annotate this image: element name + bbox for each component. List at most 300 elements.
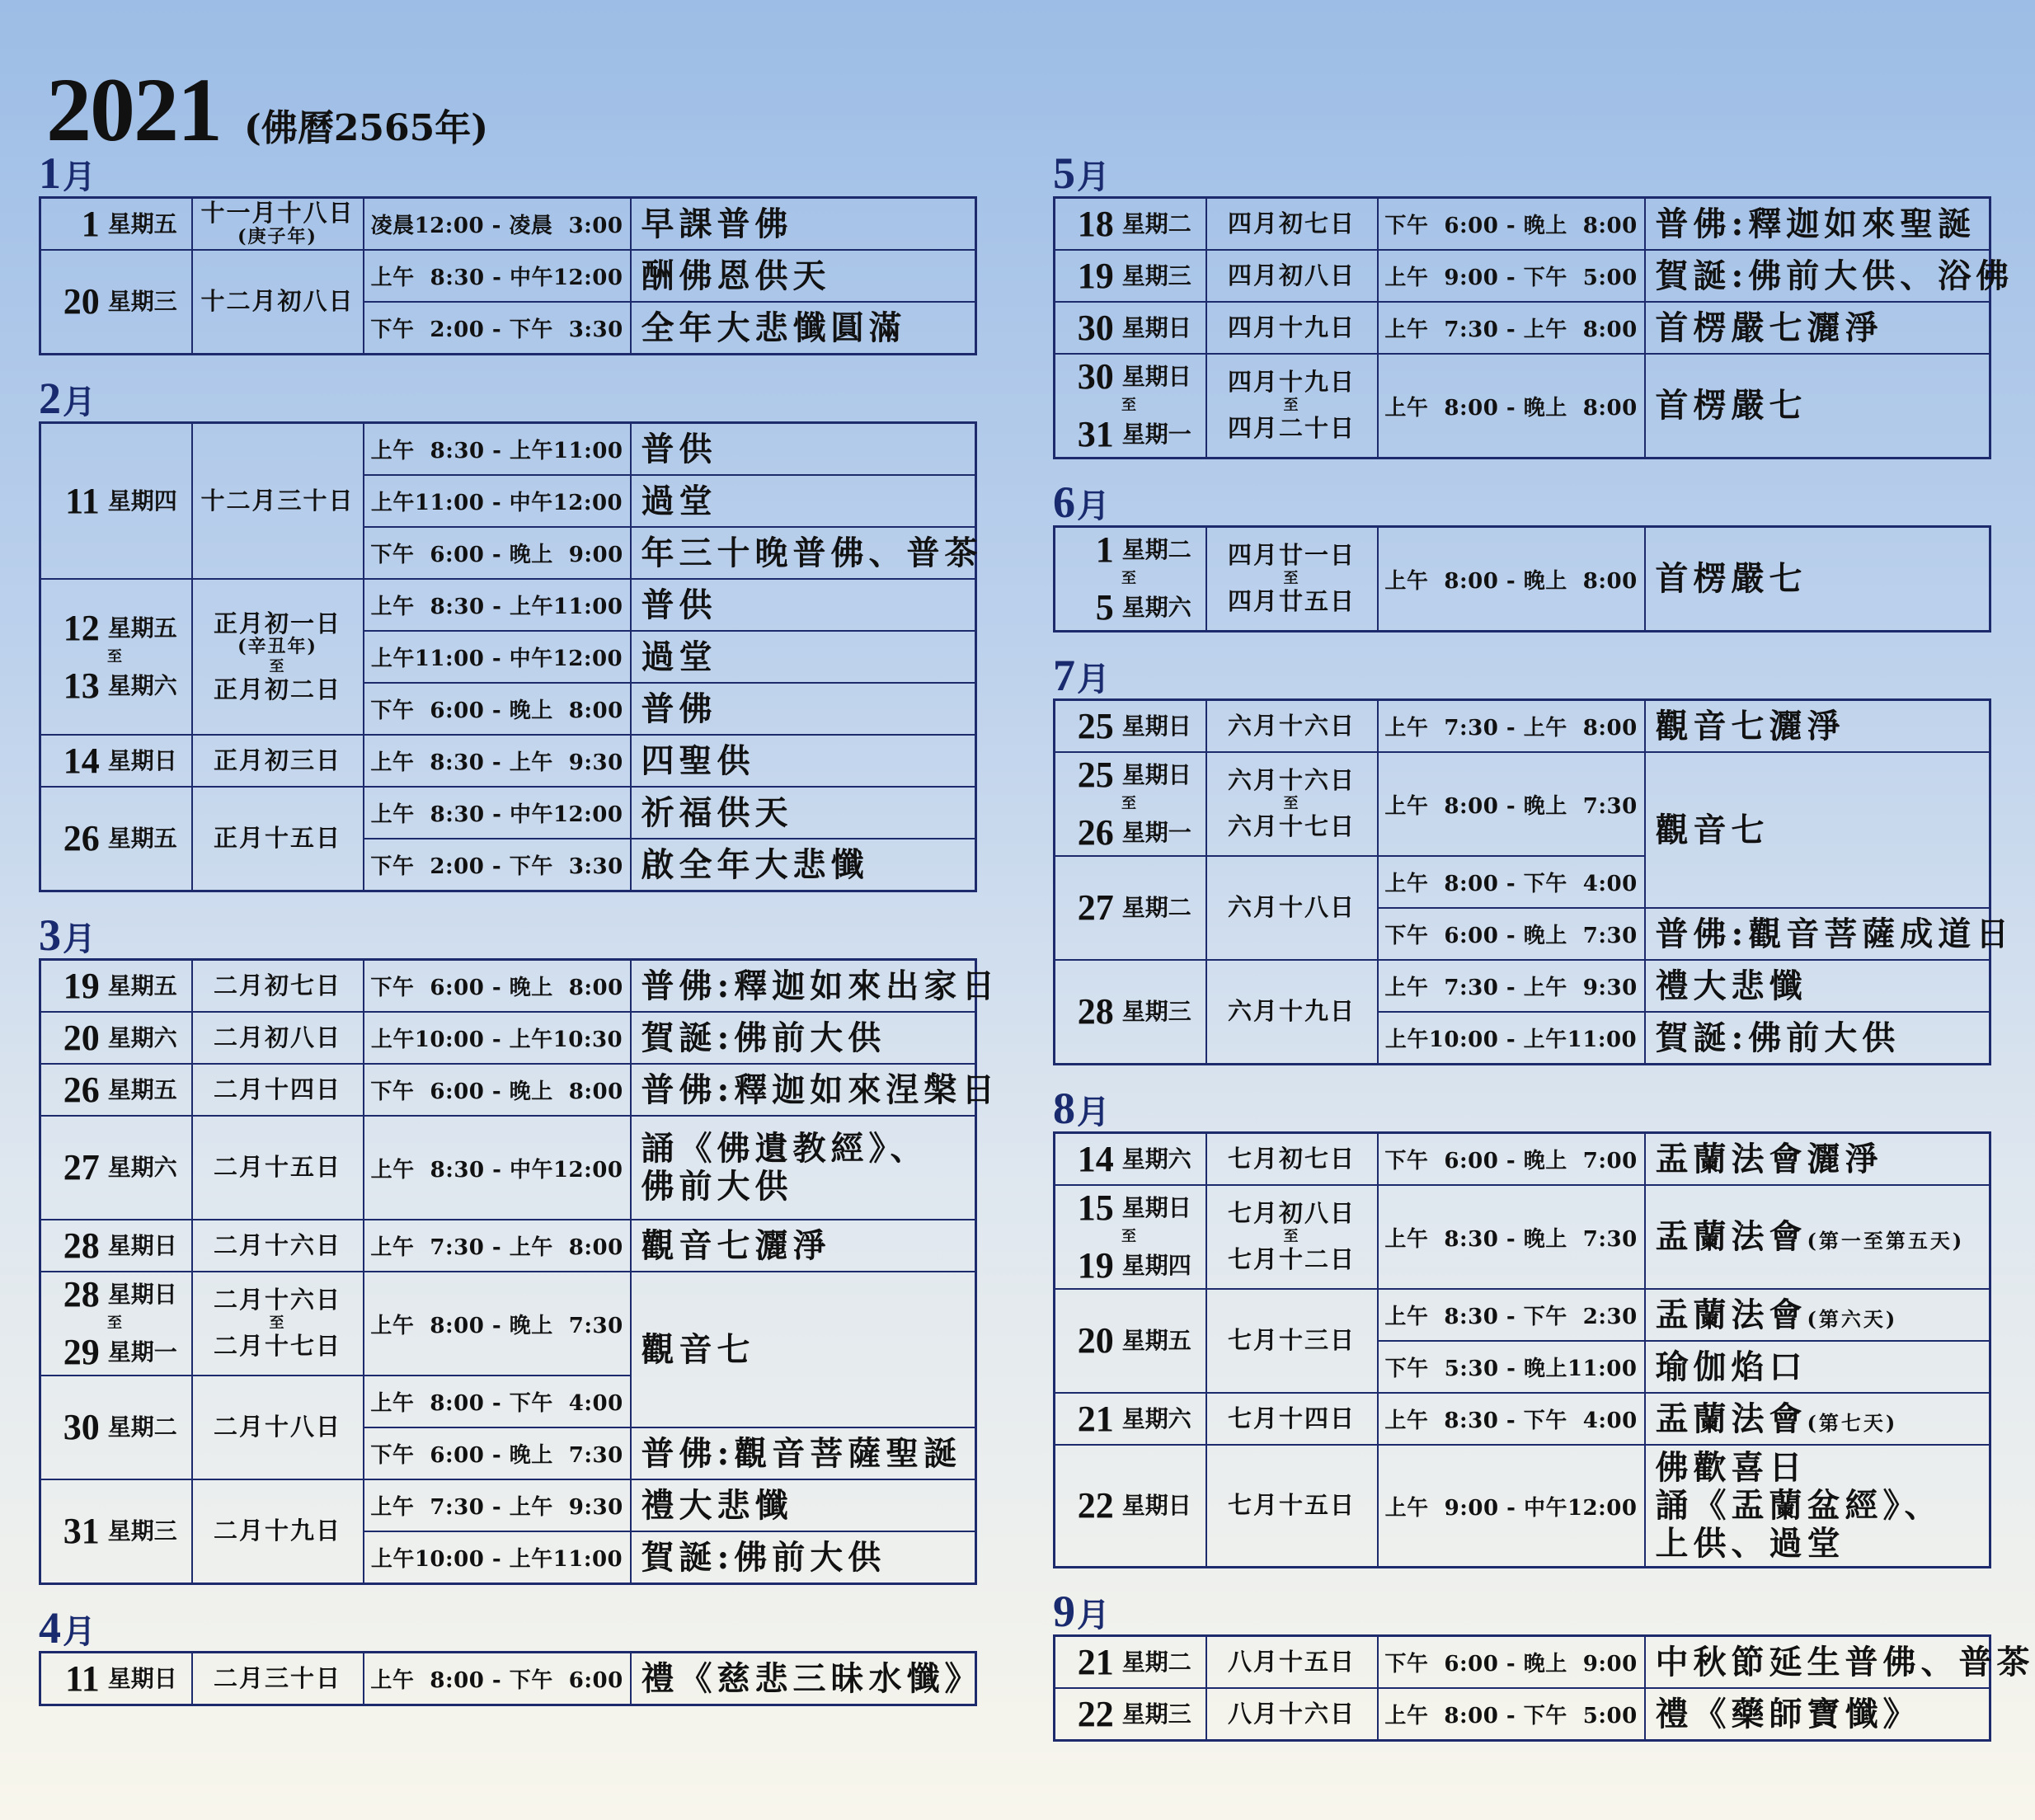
weekday: 星期日: [107, 1281, 177, 1308]
event-cell: [1645, 1185, 1990, 1289]
weekday: 星期五: [107, 614, 177, 642]
weekday: 星期日: [1121, 363, 1191, 390]
month-section: [39, 910, 1000, 1585]
weekday: 星期六: [1121, 594, 1191, 621]
event-cell: [1645, 198, 1990, 251]
month-unit: 月: [63, 920, 96, 957]
month-unit: 月: [63, 383, 96, 421]
lunar-line: 二月十七日: [213, 1332, 341, 1360]
event-text: 酬佛恩供天: [641, 256, 831, 295]
range-connector: 至: [107, 1314, 122, 1332]
schedule-table: [39, 958, 1000, 1585]
day-number: 5: [1095, 587, 1114, 628]
lunar-line: 二月三十日: [213, 1663, 341, 1692]
lunar-date-cell: [192, 250, 364, 355]
month-number: 4: [39, 1603, 61, 1653]
day-cell: [1055, 1133, 1206, 1186]
event-cell: [631, 1653, 983, 1705]
weekday: 星期二: [107, 1413, 177, 1441]
lunar-date-cell: [192, 1220, 364, 1272]
time-cell: 上午 7:30 - 上午 9:30: [1378, 960, 1645, 1012]
month-label: [39, 148, 979, 196]
lunar-date-cell: [1206, 1133, 1378, 1186]
event-note: (第七天): [1807, 1410, 1898, 1435]
range-connector: 至: [1121, 570, 1136, 587]
day-line: [1055, 587, 1205, 628]
schedule-row: [1055, 752, 1990, 856]
day-line: [1055, 705, 1205, 746]
lunar-date-cell: [1206, 250, 1378, 302]
day-line: [41, 1147, 191, 1187]
day-line: [1055, 416, 1205, 453]
day-line: [1055, 356, 1205, 397]
weekday: 星期五: [107, 971, 177, 999]
event-text: 早課普佛: [641, 204, 793, 243]
schedule-row: [1055, 960, 1990, 1012]
day-cell: [1055, 354, 1206, 459]
event-text: 普佛:釋迦如來出家日: [641, 966, 1000, 1005]
weekday: 星期五: [1121, 1327, 1191, 1354]
lunar-date-cell: [1206, 1185, 1378, 1289]
lunar-date-cell: [1206, 354, 1378, 459]
lunar-line: 四月廿五日: [1227, 587, 1356, 615]
schedule-row: [1055, 198, 1990, 251]
day-line: [1055, 1398, 1205, 1439]
event-text: 年三十晚普佛、普茶: [641, 533, 983, 572]
month-unit: 月: [63, 1613, 96, 1650]
event-text: 祈福供天: [641, 792, 793, 832]
event-cell: [631, 1272, 976, 1427]
time-cell: 下午 6:00 - 晚上 7:00: [1378, 1133, 1645, 1186]
day-cell: [40, 1479, 192, 1584]
lunar-line: 七月十五日: [1227, 1491, 1356, 1520]
event-text: 普佛: [641, 689, 717, 728]
lunar-line: 八月十六日: [1227, 1699, 1356, 1728]
lunar-date-cell: [192, 423, 364, 580]
lunar-line: 六月十八日: [1227, 893, 1356, 922]
month-section: [1053, 148, 2014, 459]
month-number: 6: [1053, 477, 1075, 527]
day-number: 28: [63, 1225, 100, 1266]
lunar-line: 八月十五日: [1227, 1647, 1356, 1676]
month-label: [1053, 1587, 1993, 1634]
day-cell: [40, 579, 192, 735]
event-cell: [1645, 1445, 1990, 1568]
weekday: 星期六: [107, 1023, 177, 1051]
schedule-row: [1055, 250, 1990, 302]
time-cell: 上午 8:30 - 晚上 7:30: [1378, 1185, 1645, 1289]
time-cell: 上午 8:00 - 下午 4:00: [1378, 856, 1645, 908]
time-cell: 上午 8:00 - 下午 5:00: [1378, 1688, 1645, 1741]
day-cell: [1055, 752, 1206, 856]
lunar-line: 二月十五日: [213, 1153, 341, 1182]
event-cell: [631, 839, 976, 891]
day-line: [41, 1017, 191, 1058]
time-cell: 上午 8:30 - 下午 4:00: [1378, 1393, 1645, 1445]
day-line: [41, 480, 191, 521]
event-cell: [631, 198, 976, 251]
event-text: 禮《藥師寶懺》: [1655, 1694, 1921, 1733]
month-unit: 月: [1077, 1093, 1110, 1131]
event-text: 佛前大供: [641, 1167, 793, 1206]
day-cell: [1055, 198, 1206, 251]
weekday: 星期四: [107, 487, 177, 515]
day-line: [1055, 529, 1205, 570]
weekday: 星期一: [1121, 819, 1191, 846]
lunar-date-cell: [192, 960, 364, 1013]
time-cell: 凌晨12:00 - 凌晨 3:00: [364, 198, 631, 251]
lunar-line: 二月十九日: [213, 1517, 341, 1545]
month-number: 3: [39, 910, 61, 960]
event-cell: [1645, 1636, 2035, 1689]
weekday: 星期六: [1121, 1145, 1191, 1173]
lunar-date-cell: [1206, 1688, 1378, 1741]
day-line: [1055, 1138, 1205, 1179]
weekday: 星期二: [1121, 1648, 1191, 1676]
time-cell: 上午 8:00 - 下午 6:00: [364, 1653, 631, 1705]
schedule-row: [1055, 1133, 1990, 1186]
schedule-row: [40, 960, 976, 1013]
lunar-line: 二月初八日: [213, 1023, 341, 1051]
event-cell: [1645, 527, 1990, 632]
event-cell: [631, 631, 976, 683]
time-cell: 上午 7:30 - 上午 8:00: [1378, 700, 1645, 753]
event-text: 過堂: [641, 481, 717, 520]
event-cell: [631, 579, 976, 631]
month-label: [39, 1603, 979, 1651]
lunar-date-cell: [1206, 1636, 1378, 1689]
time-cell: 下午 6:00 - 晚上 8:00: [364, 683, 631, 735]
day-cell: [1055, 1688, 1206, 1741]
event-text: 普佛:釋迦如來聖誕: [1655, 204, 1976, 243]
lunar-date-cell: [1206, 527, 1378, 632]
lunar-line: 正月初一日: [213, 609, 341, 637]
day-cell: [40, 250, 192, 355]
schedule-table: [1053, 525, 1991, 633]
event-cell: [631, 423, 976, 476]
month-section: [1053, 651, 2014, 1065]
schedule-table: [1053, 196, 2014, 459]
time-cell: 下午 6:00 - 晚上 8:00: [364, 960, 631, 1013]
weekday: 星期五: [107, 825, 177, 852]
day-number: 19: [1077, 1245, 1114, 1286]
schedule-row: [40, 1064, 976, 1116]
day-number: 19: [1077, 255, 1114, 296]
time-cell: 上午 9:00 - 下午 5:00: [1378, 250, 1645, 302]
schedule-table: [1053, 698, 2014, 1065]
time-cell: 上午 8:30 - 中午12:00: [364, 250, 631, 302]
weekday: 星期三: [107, 288, 177, 315]
day-number: 28: [1077, 991, 1114, 1032]
day-cell: [1055, 1636, 1206, 1689]
lunar-line: 四月廿一日: [1227, 541, 1356, 570]
event-cell: [1645, 302, 1990, 354]
lunar-date-cell: [1206, 856, 1378, 960]
schedule-row: [40, 787, 976, 839]
month-label: [1053, 148, 1993, 196]
day-cell: [40, 198, 192, 251]
day-line: [41, 1513, 191, 1550]
schedule-row: [40, 198, 976, 251]
day-number: 11: [65, 480, 100, 521]
event-text: 四聖供: [641, 741, 755, 780]
day-cell: [1055, 1445, 1206, 1568]
event-text: 佛歡喜日: [1655, 1448, 1807, 1487]
weekday: 星期日: [1121, 761, 1191, 788]
lunar-date-cell: [192, 1653, 364, 1705]
time-cell: 上午 8:00 - 下午 4:00: [364, 1376, 631, 1427]
event-cell: [631, 527, 983, 579]
event-cell: [1645, 1393, 1990, 1445]
day-cell: [40, 1272, 192, 1376]
event-cell: [631, 1064, 1000, 1116]
day-line: [1055, 1245, 1205, 1286]
time-cell: 下午 6:00 - 晚上 7:30: [1378, 908, 1645, 960]
event-text: 普供: [641, 585, 717, 624]
day-number: 26: [1077, 812, 1114, 853]
day-cell: [1055, 1289, 1206, 1393]
lunar-line: 六月十六日: [1227, 711, 1356, 740]
lunar-line: 七月十四日: [1227, 1404, 1356, 1432]
event-text: 禮《慈悲三昧水懺》: [641, 1658, 983, 1698]
time-cell: 上午 7:30 - 上午 9:30: [364, 1479, 631, 1531]
day-number: 22: [1077, 1485, 1114, 1526]
day-number: 22: [1077, 1693, 1114, 1734]
time-cell: 上午 8:30 - 上午 9:30: [364, 735, 631, 787]
event-text: 普佛:觀音菩薩成道日: [1655, 914, 2014, 953]
day-line: [1055, 203, 1205, 244]
day-cell: [1055, 856, 1206, 960]
lunar-line: 六月十九日: [1227, 997, 1356, 1026]
day-line: [1055, 307, 1205, 348]
time-cell: 上午 8:30 - 上午11:00: [364, 579, 631, 631]
lunar-date-cell: [192, 1272, 364, 1376]
day-line: [1055, 1693, 1205, 1734]
month-unit: 月: [1077, 1597, 1110, 1634]
schedule-row: [40, 250, 976, 302]
weekday: 星期三: [1121, 998, 1191, 1025]
day-line: [1055, 887, 1205, 928]
time-cell: 上午 7:30 - 上午 8:00: [1378, 302, 1645, 354]
event-text: 全年大悲懺圓滿: [641, 308, 907, 347]
day-cell: [40, 1653, 192, 1705]
day-number: 30: [1077, 356, 1114, 397]
day-number: 21: [1077, 1398, 1114, 1439]
schedule-row: [1055, 1445, 1990, 1568]
event-cell: [1645, 700, 1990, 753]
day-cell: [1055, 527, 1206, 632]
event-text: 盂蘭法會灑淨: [1655, 1139, 1883, 1178]
schedule-row: [40, 1653, 976, 1705]
event-cell: [631, 787, 976, 839]
lunar-date-cell: [192, 735, 364, 787]
lunar-line: 四月十九日: [1227, 368, 1356, 397]
lunar-line: 至: [1283, 397, 1300, 414]
lunar-line: 至: [1283, 570, 1300, 587]
event-text: 普佛:觀音菩薩聖誕: [641, 1433, 962, 1473]
event-note: (第六天): [1807, 1306, 1898, 1331]
day-number: 31: [63, 1511, 100, 1551]
day-number: 1: [1095, 529, 1114, 570]
month-number: 7: [1053, 651, 1075, 700]
day-line: [41, 1274, 191, 1314]
day-number: 29: [63, 1332, 100, 1372]
schedule-table: [1053, 1131, 1991, 1568]
lunar-line: (庚子年): [237, 226, 317, 248]
event-cell: [1645, 960, 1990, 1012]
lunar-line: 至: [269, 1314, 286, 1332]
day-line: [41, 740, 191, 781]
event-cell: [1645, 1012, 1990, 1065]
event-text: 首楞嚴七: [1655, 386, 1807, 425]
day-cell: [40, 735, 192, 787]
day-line: [41, 1334, 191, 1371]
time-cell: 上午 8:00 - 晚上 8:00: [1378, 354, 1645, 459]
day-number: 25: [1077, 705, 1114, 746]
range-connector: 至: [107, 647, 122, 665]
time-cell: 上午11:00 - 中午12:00: [364, 475, 631, 527]
day-number: 28: [63, 1274, 100, 1314]
lunar-line: 至: [1283, 1228, 1300, 1245]
time-cell: 下午 2:00 - 下午 3:30: [364, 302, 631, 355]
schedule-row: [40, 579, 976, 631]
event-cell: [631, 1479, 976, 1531]
day-line: [41, 665, 191, 706]
lunar-line: 四月初七日: [1227, 209, 1356, 237]
schedule-row: [1055, 527, 1990, 632]
day-cell: [40, 1116, 192, 1220]
day-number: 13: [63, 665, 100, 706]
event-text: 中秋節延生普佛、普茶: [1655, 1642, 2035, 1681]
lunar-line: 四月初八日: [1227, 261, 1356, 289]
day-line: [41, 1409, 191, 1446]
time-cell: 上午11:00 - 中午12:00: [364, 631, 631, 683]
time-cell: 上午10:00 - 上午11:00: [364, 1531, 631, 1584]
event-cell: [631, 475, 976, 527]
time-cell: 下午 6:00 - 晚上 8:00: [364, 1064, 631, 1116]
day-cell: [40, 1012, 192, 1064]
schedule-row: [40, 1116, 976, 1220]
month-unit: 月: [63, 158, 96, 195]
time-cell: 上午 8:30 - 下午 2:30: [1378, 1289, 1645, 1341]
day-number: 26: [63, 1069, 100, 1110]
lunar-line: 十二月三十日: [200, 486, 355, 515]
event-text: 賀誕:佛前大供: [1655, 1018, 1901, 1057]
lunar-line: 正月初二日: [213, 675, 341, 703]
weekday: 星期日: [107, 1664, 177, 1692]
month-label: [39, 910, 979, 958]
day-line: [1055, 812, 1205, 853]
event-text: 誦《佛遺教經》、: [641, 1129, 928, 1168]
time-cell: 下午 6:00 - 晚上 9:00: [1378, 1636, 1645, 1689]
time-cell: 上午 7:30 - 上午 8:00: [364, 1220, 631, 1272]
weekday: 星期五: [107, 1075, 177, 1103]
weekday: 星期二: [1121, 894, 1191, 921]
day-cell: [40, 1220, 192, 1272]
schedule-row: [1055, 1289, 1990, 1341]
event-text: 盂蘭法會: [1655, 1295, 1807, 1334]
weekday: 星期日: [1121, 1492, 1191, 1519]
lunar-date-cell: [1206, 960, 1378, 1065]
day-cell: [1055, 250, 1206, 302]
lunar-line: 七月十二日: [1227, 1245, 1356, 1273]
right-column: [1053, 148, 2035, 1760]
event-text: 盂蘭法會: [1655, 1217, 1807, 1256]
time-cell: 下午 6:00 - 晚上 9:00: [364, 527, 631, 579]
weekday: 星期三: [1121, 1700, 1191, 1728]
event-text: 瑜伽焰口: [1655, 1347, 1807, 1386]
day-line: [41, 1658, 191, 1699]
schedule-row: [1055, 700, 1990, 753]
lunar-date-cell: [1206, 1289, 1378, 1393]
lunar-date-cell: [192, 1479, 364, 1584]
lunar-line: 正月十五日: [213, 824, 341, 853]
lunar-date-cell: [192, 1012, 364, 1064]
lunar-date-cell: [1206, 1445, 1378, 1568]
day-number: 20: [63, 281, 100, 322]
lunar-date-cell: [192, 787, 364, 891]
time-cell: 上午10:00 - 上午10:30: [364, 1012, 631, 1064]
day-line: [41, 1225, 191, 1266]
lunar-line: 四月十九日: [1227, 313, 1356, 341]
event-cell: [1645, 1133, 1990, 1186]
lunar-date-cell: [192, 1376, 364, 1479]
time-cell: 上午 8:30 - 上午11:00: [364, 423, 631, 476]
day-number: 31: [1077, 414, 1114, 454]
day-number: 20: [1077, 1320, 1114, 1361]
weekday: 星期二: [1121, 536, 1191, 563]
event-text: 誦《盂蘭盆經》、: [1655, 1486, 1943, 1525]
schedule-row: [40, 1479, 976, 1531]
month-number: 9: [1053, 1587, 1075, 1636]
event-text: 賀誕:佛前大供、浴佛: [1655, 256, 2014, 295]
weekday: 星期六: [107, 671, 177, 699]
event-text: 啟全年大悲懺: [641, 844, 869, 884]
event-text: 盂蘭法會: [1655, 1399, 1807, 1438]
month-section: [39, 1603, 983, 1706]
day-line: [41, 818, 191, 858]
event-cell: [1645, 1341, 1990, 1393]
month-unit: 月: [1077, 158, 1110, 195]
weekday: 星期五: [107, 209, 177, 237]
lunar-date-cell: [1206, 700, 1378, 753]
schedule-row: [1055, 1185, 1990, 1289]
day-number: 14: [63, 740, 100, 781]
time-cell: 上午 8:30 - 中午12:00: [364, 1116, 631, 1220]
month-number: 5: [1053, 148, 1075, 198]
month-number: 1: [39, 148, 61, 198]
range-connector: 至: [1121, 795, 1136, 812]
lunar-date-cell: [1206, 198, 1378, 251]
schedule-row: [40, 735, 976, 787]
time-cell: 下午 6:00 - 晚上 8:00: [1378, 198, 1645, 251]
lunar-date-cell: [192, 579, 364, 735]
month-section: [1053, 477, 1993, 633]
schedule-row: [40, 1220, 976, 1272]
time-cell: 上午 8:30 - 中午12:00: [364, 787, 631, 839]
time-cell: 下午 5:30 - 晚上11:00: [1378, 1341, 1645, 1393]
schedule-table: [1053, 1634, 2035, 1742]
lunar-line: 十二月初八日: [200, 287, 355, 316]
month-label: [39, 374, 979, 421]
lunar-line: 七月初七日: [1227, 1144, 1356, 1173]
time-cell: 上午10:00 - 上午11:00: [1378, 1012, 1645, 1065]
left-column: [39, 148, 1000, 1724]
day-cell: [40, 423, 192, 580]
time-cell: 上午 9:00 - 中午12:00: [1378, 1445, 1645, 1568]
weekday: 星期二: [1121, 209, 1191, 237]
day-number: 21: [1077, 1641, 1114, 1682]
